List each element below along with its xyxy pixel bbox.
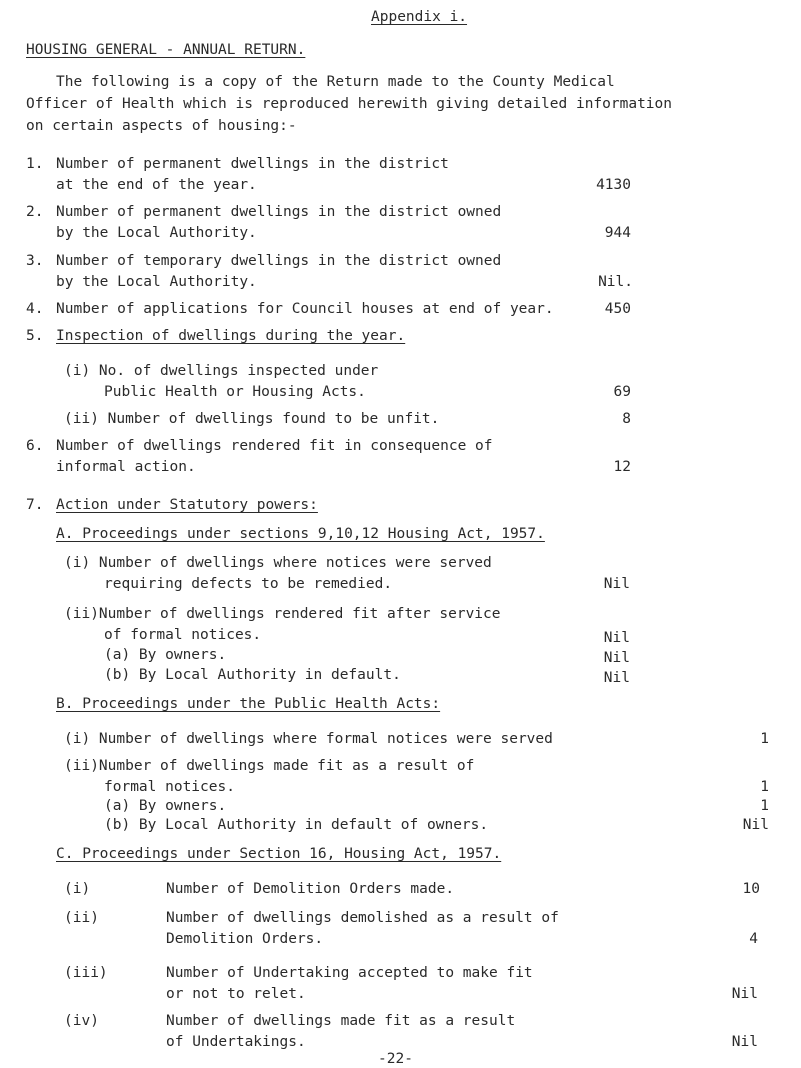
item-text: (a) By owners. bbox=[104, 647, 227, 663]
intro-line-1: The following is a copy of the Return made to the County Medical bbox=[56, 74, 615, 90]
item-text: (b) By Local Authority in default. bbox=[104, 667, 401, 683]
section-heading: Inspection of dwellings during the year. bbox=[56, 328, 406, 344]
item-text: Number of dwellings rendered fit in consequence of bbox=[56, 438, 493, 454]
item-text: of formal notices. bbox=[104, 627, 262, 643]
item-number: 7. bbox=[26, 497, 44, 513]
item-text: Number of temporary dwellings in the district owned bbox=[56, 253, 502, 269]
item-value: Nil bbox=[603, 670, 630, 686]
item-text: (i) No. of dwellings inspected under bbox=[64, 363, 379, 379]
intro-line-3: on certain aspects of housing:- bbox=[26, 118, 297, 134]
item-text: by the Local Authority. bbox=[56, 225, 257, 241]
item-number: 4. bbox=[26, 301, 44, 317]
item-text: Number of dwellings demolished as a result of bbox=[166, 910, 559, 926]
item-number: 5. bbox=[26, 328, 44, 344]
item-text: (ii)Number of dwellings rendered fit after service bbox=[64, 606, 501, 622]
item-text: (i) Number of dwellings where formal notices were served bbox=[64, 731, 553, 747]
item-text: Number of dwellings made fit as a result bbox=[166, 1013, 516, 1029]
item-value: Nil. bbox=[598, 274, 633, 290]
page-number: -22- bbox=[378, 1051, 413, 1067]
item-text: Number of permanent dwellings in the district bbox=[56, 156, 449, 172]
item-value: Nil bbox=[742, 817, 769, 833]
item-text: Number of applications for Council houses at end of year. bbox=[56, 301, 554, 317]
item-value: 4130 bbox=[596, 177, 631, 193]
item-value: 944 bbox=[604, 225, 631, 241]
intro-line-2: Officer of Health which is reproduced herewith giving detailed information bbox=[26, 96, 673, 112]
item-value: 10 bbox=[742, 881, 760, 897]
item-text: Number of permanent dwellings in the district owned bbox=[56, 204, 502, 220]
item-number: (iii) bbox=[64, 965, 108, 981]
section-heading: Action under Statutory powers: bbox=[56, 497, 318, 513]
item-value: Nil bbox=[731, 1034, 758, 1050]
item-value: 450 bbox=[604, 301, 631, 317]
item-number: 3. bbox=[26, 253, 44, 269]
item-number: 6. bbox=[26, 438, 44, 454]
item-number: (i) bbox=[64, 881, 91, 897]
item-text: or not to relet. bbox=[166, 986, 306, 1002]
subsection-heading-a: A. Proceedings under sections 9,10,12 Housing Act, 1957. bbox=[56, 526, 545, 542]
item-text: requiring defects to be remedied. bbox=[104, 576, 393, 592]
item-value: 1 bbox=[760, 779, 769, 795]
item-value: 12 bbox=[613, 459, 631, 475]
item-value: Nil bbox=[603, 650, 630, 666]
item-text: by the Local Authority. bbox=[56, 274, 257, 290]
item-value: Nil bbox=[603, 576, 630, 592]
item-value: 1 bbox=[760, 798, 769, 814]
item-text: of Undertakings. bbox=[166, 1034, 306, 1050]
appendix-label: Appendix i. bbox=[371, 9, 468, 25]
subsection-heading-b: B. Proceedings under the Public Health Acts: bbox=[56, 696, 441, 712]
item-text: (a) By owners. bbox=[104, 798, 227, 814]
item-number: (iv) bbox=[64, 1013, 99, 1029]
item-text: (b) By Local Authority in default of owners. bbox=[104, 817, 489, 833]
item-text: (ii)Number of dwellings made fit as a result of bbox=[64, 758, 475, 774]
item-number: (ii) bbox=[64, 910, 99, 926]
item-text: Number of Demolition Orders made. bbox=[166, 881, 455, 897]
item-text: (ii) Number of dwellings found to be unfit. bbox=[64, 411, 440, 427]
item-value: 8 bbox=[622, 411, 631, 427]
item-text: formal notices. bbox=[104, 779, 235, 795]
item-text: (i) Number of dwellings where notices were served bbox=[64, 555, 492, 571]
item-value: 69 bbox=[613, 384, 631, 400]
item-value: 1 bbox=[760, 731, 769, 747]
item-number: 1. bbox=[26, 156, 44, 172]
item-value: Nil bbox=[603, 630, 630, 646]
item-text: informal action. bbox=[56, 459, 196, 475]
subsection-heading-c: C. Proceedings under Section 16, Housing Act, 1957. bbox=[56, 846, 502, 862]
item-value: Nil bbox=[731, 986, 758, 1002]
item-text: Public Health or Housing Acts. bbox=[104, 384, 366, 400]
item-number: 2. bbox=[26, 204, 44, 220]
page-title: HOUSING GENERAL - ANNUAL RETURN. bbox=[26, 42, 306, 58]
item-text: Demolition Orders. bbox=[166, 931, 324, 947]
item-text: Number of Undertaking accepted to make fit bbox=[166, 965, 533, 981]
item-value: 4 bbox=[749, 931, 758, 947]
item-text: at the end of the year. bbox=[56, 177, 257, 193]
